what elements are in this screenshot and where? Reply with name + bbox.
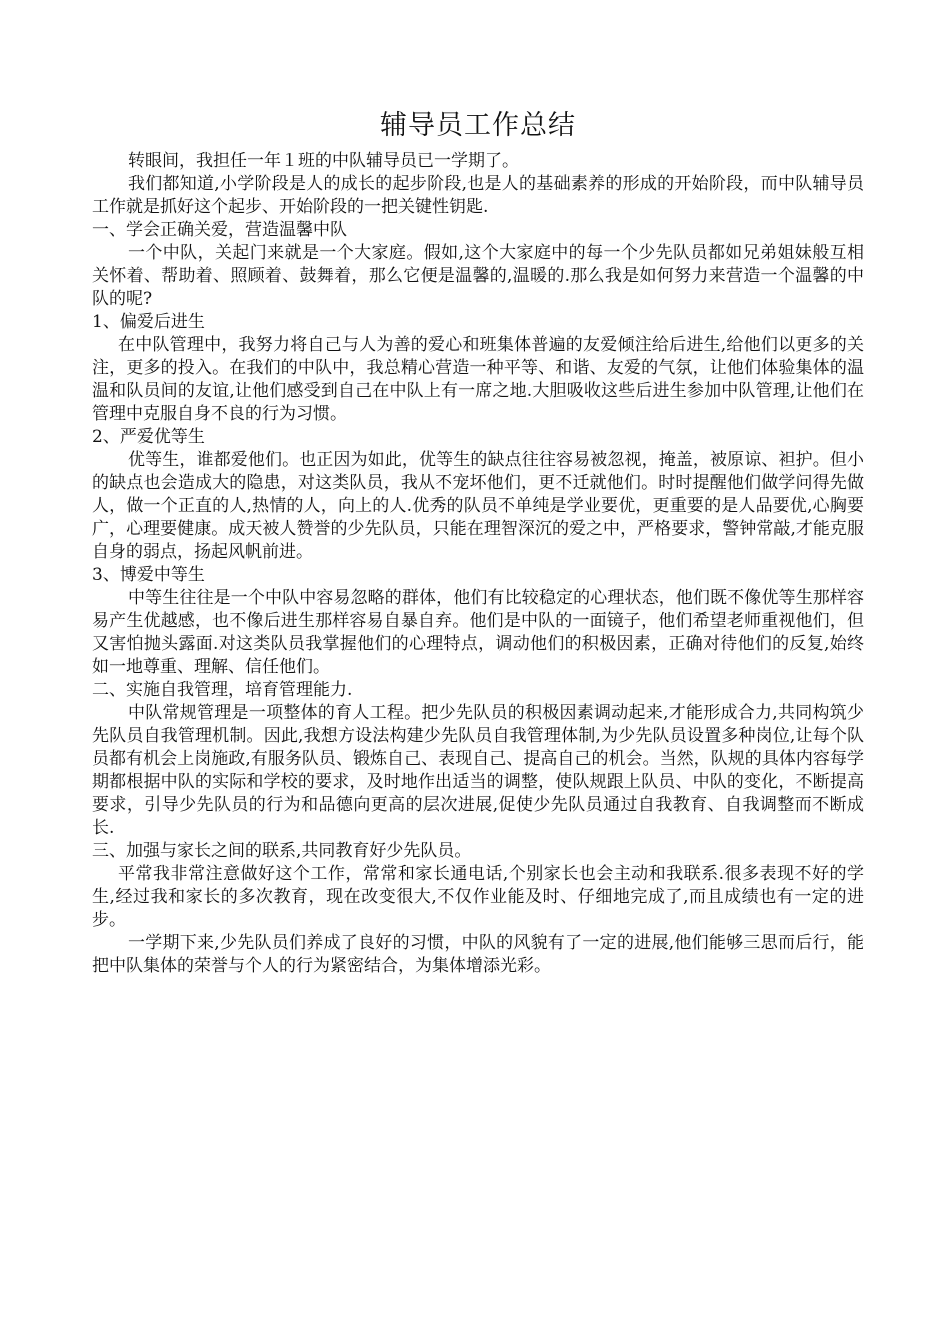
subheading-2: 2、严爱优等生 xyxy=(92,427,205,447)
subheading-1: 1、偏爱后进生 xyxy=(92,312,205,332)
paragraph-section-3: 平常我非常注意做好这个工作，常常和家长通电话,个别家长也会主动和我联系.很多表现不好的学生,经过我和家长的多次教育，现在改变很大,不仅作业能及时、仔细地完成了,而且成绩也有一定的进步。 xyxy=(92,864,864,930)
paragraph-section-1: 一个中队，关起门来就是一个大家庭。假如,这个大家庭中的每一个少先队员都如兄弟姐妹般互相关怀着、帮助着、照顾着、鼓舞着，那么它便是温馨的,温暖的.那么我是如何努力来营造一个温馨的中队的呢? xyxy=(92,243,864,309)
paragraph-subsection-3: 中等生往往是一个中队中容易忽略的群体，他们有比较稳定的心理状态，他们既不像优等生那样容易产生优越感，也不像后进生那样容易自暴自弃。他们是中队的一面镜子，他们希望老师重视他们，但又害怕抛头露面.对这类队员我掌握他们的心理特点，调动他们的积极因素，正确对待他们的反复,始终如一地尊重、理解、信任他们。 xyxy=(92,588,864,677)
subheading-3: 3、博爱中等生 xyxy=(92,565,205,585)
paragraph-overview: 我们都知道,小学阶段是人的成长的起步阶段,也是人的基础素养的形成的开始阶段，而中队辅导员工作就是抓好这个起步、开始阶段的一把关键性钥匙. xyxy=(92,174,864,217)
document-title: 辅导员工作总结 xyxy=(380,110,576,141)
paragraph-conclusion: 一学期下来,少先队员们养成了良好的习惯，中队的风貌有了一定的进展,他们能够三思而后行，能把中队集体的荣誉与个人的行为紧密结合，为集体增添光彩。 xyxy=(92,933,864,976)
section-heading-3: 三、加强与家长之间的联系,共同教育好少先队员。 xyxy=(92,841,472,861)
document-page xyxy=(92,104,864,978)
section-heading-1: 一、学会正确关爱，营造温馨中队 xyxy=(92,220,347,240)
paragraph-subsection-1: 在中队管理中，我努力将自己与人为善的爱心和班集体普遍的友爱倾注给后进生,给他们以更多的关注，更多的投入。在我们的中队中，我总精心营造一种平等、和谐、友爱的气氛，让他们体验集体的温温和队员间的友谊,让他们感受到自己在中队上有一席之地.大胆吸收这些后进生参加中队管理,让他们在管理中克服自身不良的行为习惯。 xyxy=(92,335,864,424)
section-heading-2: 二、实施自我管理，培育管理能力. xyxy=(92,680,353,700)
paragraph-section-2: 中队常规管理是一项整体的育人工程。把少先队员的积极因素调动起来,才能形成合力,共同构筑少先队员自我管理机制。因此,我想方设法构建少先队员自我管理体制,为少先队员设置多种岗位,让每个队员都有机会上岗施政,有服务队员、锻炼自己、表现自己、提高自己的机会。当然，队规的具体内容每学期都根据中队的实际和学校的要求，及时地作出适当的调整，使队规跟上队员、中队的变化，不断提高要求，引导少先队员的行为和品德向更高的层次进展,促使少先队员通过自我教育、自我调整而不断成长. xyxy=(92,703,864,838)
paragraph-intro: 转眼间，我担任一年１班的中队辅导员已一学期了。 xyxy=(128,151,519,171)
paragraph-subsection-2: 优等生，谁都爱他们。也正因为如此，优等生的缺点往往容易被忽视，掩盖，被原谅、袒护。但小的缺点也会造成大的隐患，对这类队员，我从不宠坏他们，更不迁就他们。时时提醒他们做学问得先做人，做一个正直的人,热情的人，向上的人.优秀的队员不单纯是学业要优，更重要的是人品要优,心胸要广，心理要健康。成天被人赞誉的少先队员，只能在理智深沉的爱之中，严格要求，警钟常敲,才能克服自身的弱点，扬起风帆前进。 xyxy=(92,450,864,562)
